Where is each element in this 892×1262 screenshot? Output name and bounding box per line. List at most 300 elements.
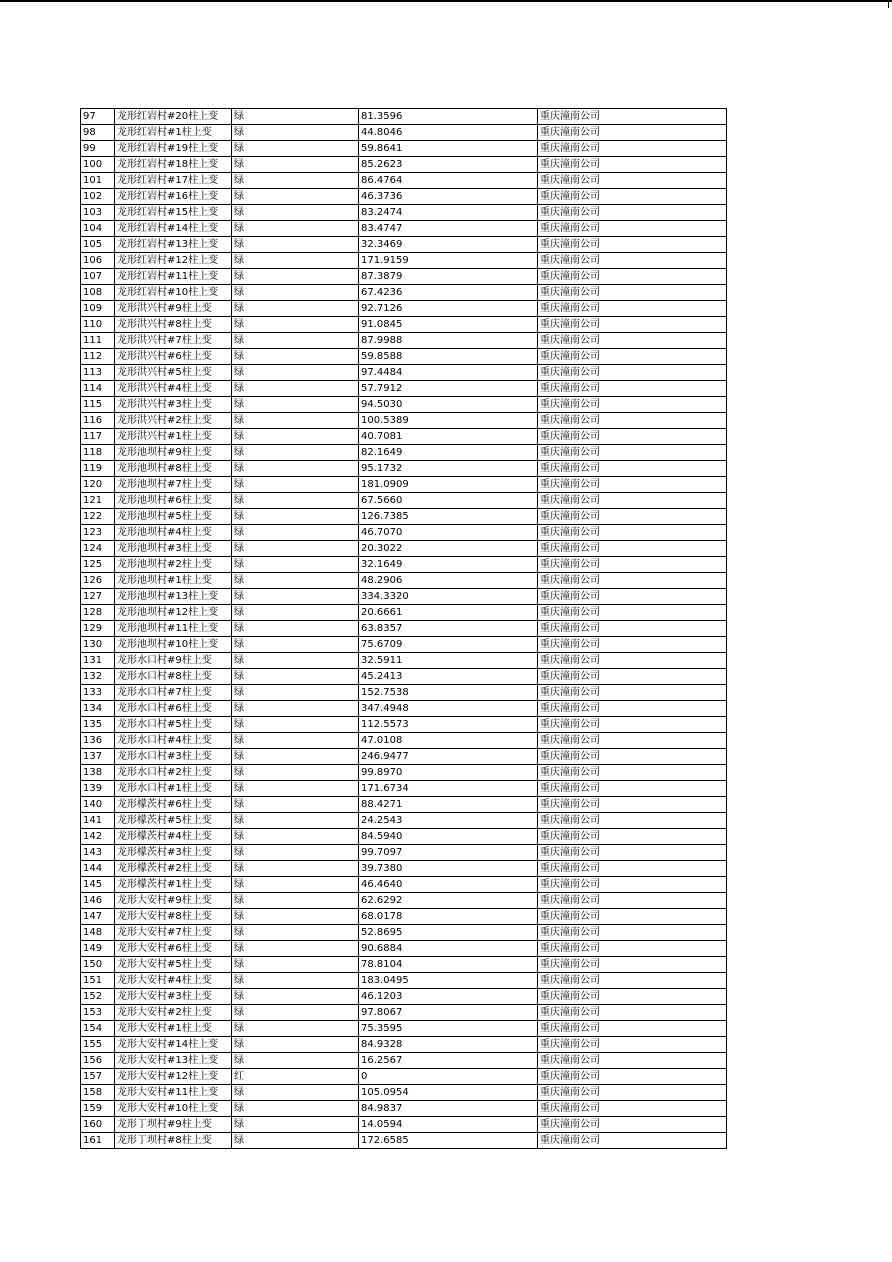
transformer-name-cell: 龙形水口村#2柱上变 — [115, 765, 232, 781]
row-index-cell: 131 — [81, 653, 115, 669]
transformer-name-cell: 龙形池坝村#7柱上变 — [115, 477, 232, 493]
transformer-name-cell: 龙形丁坝村#8柱上变 — [115, 1133, 232, 1149]
transformer-name-cell: 龙形红岩村#1柱上变 — [115, 125, 232, 141]
value-cell: 83.2474 — [359, 205, 538, 221]
value-cell: 46.4640 — [359, 877, 538, 893]
table-row — [81, 541, 727, 557]
row-index-cell: 127 — [81, 589, 115, 605]
table-row — [81, 1133, 727, 1149]
status-cell: 绿 — [232, 1021, 359, 1037]
row-index-cell: 102 — [81, 189, 115, 205]
company-cell: 重庆潼南公司 — [538, 909, 727, 925]
transformer-name-cell: 龙形大安村#9柱上变 — [115, 893, 232, 909]
transformer-name-cell: 龙形水口村#4柱上变 — [115, 733, 232, 749]
company-cell: 重庆潼南公司 — [538, 493, 727, 509]
transformer-name-cell: 龙形池坝村#1柱上变 — [115, 573, 232, 589]
company-cell: 重庆潼南公司 — [538, 461, 727, 477]
transformer-name-cell: 龙形大安村#14柱上变 — [115, 1037, 232, 1053]
transformer-name-cell: 龙形红岩村#13柱上变 — [115, 237, 232, 253]
company-cell: 重庆潼南公司 — [538, 141, 727, 157]
table-row — [81, 989, 727, 1005]
company-cell: 重庆潼南公司 — [538, 301, 727, 317]
company-cell: 重庆潼南公司 — [538, 333, 727, 349]
table-row — [81, 397, 727, 413]
status-cell: 绿 — [232, 909, 359, 925]
value-cell: 84.9328 — [359, 1037, 538, 1053]
status-cell: 绿 — [232, 829, 359, 845]
row-index-cell: 137 — [81, 749, 115, 765]
table-row — [81, 1101, 727, 1117]
company-cell: 重庆潼南公司 — [538, 445, 727, 461]
status-cell: 绿 — [232, 413, 359, 429]
row-index-cell: 158 — [81, 1085, 115, 1101]
status-cell: 绿 — [232, 845, 359, 861]
status-cell: 绿 — [232, 797, 359, 813]
status-cell: 绿 — [232, 989, 359, 1005]
company-cell: 重庆潼南公司 — [538, 173, 727, 189]
table-row — [81, 637, 727, 653]
table-row — [81, 973, 727, 989]
row-index-cell: 144 — [81, 861, 115, 877]
row-index-cell: 124 — [81, 541, 115, 557]
table-row — [81, 701, 727, 717]
status-cell: 绿 — [232, 381, 359, 397]
row-index-cell: 130 — [81, 637, 115, 653]
status-cell: 绿 — [232, 557, 359, 573]
value-cell: 91.0845 — [359, 317, 538, 333]
table-row — [81, 365, 727, 381]
transformer-name-cell: 龙形水口村#6柱上变 — [115, 701, 232, 717]
value-cell: 0 — [359, 1069, 538, 1085]
row-index-cell: 154 — [81, 1021, 115, 1037]
row-index-cell: 146 — [81, 893, 115, 909]
transformer-name-cell: 龙形洪兴村#4柱上变 — [115, 381, 232, 397]
value-cell: 100.5389 — [359, 413, 538, 429]
company-cell: 重庆潼南公司 — [538, 189, 727, 205]
table-row — [81, 429, 727, 445]
row-index-cell: 121 — [81, 493, 115, 509]
row-index-cell: 126 — [81, 573, 115, 589]
status-cell: 绿 — [232, 1133, 359, 1149]
company-cell: 重庆潼南公司 — [538, 205, 727, 221]
value-cell: 67.4236 — [359, 285, 538, 301]
status-cell: 绿 — [232, 653, 359, 669]
company-cell: 重庆潼南公司 — [538, 477, 727, 493]
row-index-cell: 161 — [81, 1133, 115, 1149]
row-index-cell: 98 — [81, 125, 115, 141]
transformer-name-cell: 龙形檬茨村#1柱上变 — [115, 877, 232, 893]
transformer-name-cell: 龙形池坝村#11柱上变 — [115, 621, 232, 637]
row-index-cell: 152 — [81, 989, 115, 1005]
value-cell: 62.6292 — [359, 893, 538, 909]
company-cell: 重庆潼南公司 — [538, 573, 727, 589]
value-cell: 78.8104 — [359, 957, 538, 973]
status-cell: 红 — [232, 1069, 359, 1085]
status-cell: 绿 — [232, 477, 359, 493]
value-cell: 84.9837 — [359, 1101, 538, 1117]
transformer-name-cell: 龙形水口村#8柱上变 — [115, 669, 232, 685]
transformer-name-cell: 龙形大安村#12柱上变 — [115, 1069, 232, 1085]
status-cell: 绿 — [232, 861, 359, 877]
row-index-cell: 155 — [81, 1037, 115, 1053]
status-cell: 绿 — [232, 813, 359, 829]
value-cell: 84.5940 — [359, 829, 538, 845]
transformer-name-cell: 龙形大安村#3柱上变 — [115, 989, 232, 1005]
company-cell: 重庆潼南公司 — [538, 525, 727, 541]
company-cell: 重庆潼南公司 — [538, 1005, 727, 1021]
company-cell: 重庆潼南公司 — [538, 877, 727, 893]
value-cell: 171.6734 — [359, 781, 538, 797]
transformer-name-cell: 龙形洪兴村#7柱上变 — [115, 333, 232, 349]
transformer-name-cell: 龙形水口村#7柱上变 — [115, 685, 232, 701]
table-row — [81, 621, 727, 637]
status-cell: 绿 — [232, 269, 359, 285]
table-row — [81, 1117, 727, 1133]
row-index-cell: 138 — [81, 765, 115, 781]
company-cell: 重庆潼南公司 — [538, 941, 727, 957]
transformer-name-cell: 龙形红岩村#12柱上变 — [115, 253, 232, 269]
transformer-name-cell: 龙形水口村#1柱上变 — [115, 781, 232, 797]
transformer-name-cell: 龙形红岩村#19柱上变 — [115, 141, 232, 157]
transformer-name-cell: 龙形池坝村#13柱上变 — [115, 589, 232, 605]
row-index-cell: 99 — [81, 141, 115, 157]
value-cell: 246.9477 — [359, 749, 538, 765]
company-cell: 重庆潼南公司 — [538, 269, 727, 285]
company-cell: 重庆潼南公司 — [538, 989, 727, 1005]
status-cell: 绿 — [232, 637, 359, 653]
company-cell: 重庆潼南公司 — [538, 1085, 727, 1101]
value-cell: 45.2413 — [359, 669, 538, 685]
value-cell: 126.7385 — [359, 509, 538, 525]
row-index-cell: 156 — [81, 1053, 115, 1069]
company-cell: 重庆潼南公司 — [538, 413, 727, 429]
table-row — [81, 141, 727, 157]
table-row — [81, 749, 727, 765]
table-row — [81, 605, 727, 621]
table-row — [81, 253, 727, 269]
row-index-cell: 105 — [81, 237, 115, 253]
transformer-name-cell: 龙形洪兴村#8柱上变 — [115, 317, 232, 333]
status-cell: 绿 — [232, 669, 359, 685]
transformer-name-cell: 龙形大安村#10柱上变 — [115, 1101, 232, 1117]
table-row — [81, 349, 727, 365]
status-cell: 绿 — [232, 701, 359, 717]
row-index-cell: 129 — [81, 621, 115, 637]
value-cell: 46.1203 — [359, 989, 538, 1005]
transformer-name-cell: 龙形红岩村#16柱上变 — [115, 189, 232, 205]
value-cell: 75.3595 — [359, 1021, 538, 1037]
status-cell: 绿 — [232, 253, 359, 269]
company-cell: 重庆潼南公司 — [538, 1069, 727, 1085]
status-cell: 绿 — [232, 429, 359, 445]
row-index-cell: 147 — [81, 909, 115, 925]
value-cell: 86.4764 — [359, 173, 538, 189]
company-cell: 重庆潼南公司 — [538, 957, 727, 973]
transformer-name-cell: 龙形池坝村#10柱上变 — [115, 637, 232, 653]
value-cell: 183.0495 — [359, 973, 538, 989]
value-cell: 88.4271 — [359, 797, 538, 813]
value-cell: 63.8357 — [359, 621, 538, 637]
company-cell: 重庆潼南公司 — [538, 317, 727, 333]
value-cell: 75.6709 — [359, 637, 538, 653]
value-cell: 99.8970 — [359, 765, 538, 781]
transformer-name-cell: 龙形洪兴村#2柱上变 — [115, 413, 232, 429]
table-row — [81, 333, 727, 349]
row-index-cell: 135 — [81, 717, 115, 733]
status-cell: 绿 — [232, 301, 359, 317]
row-index-cell: 160 — [81, 1117, 115, 1133]
value-cell: 152.7538 — [359, 685, 538, 701]
transformer-table — [80, 108, 727, 1149]
status-cell: 绿 — [232, 957, 359, 973]
transformer-name-cell: 龙形池坝村#5柱上变 — [115, 509, 232, 525]
value-cell: 40.7081 — [359, 429, 538, 445]
status-cell: 绿 — [232, 461, 359, 477]
status-cell: 绿 — [232, 925, 359, 941]
transformer-name-cell: 龙形大安村#8柱上变 — [115, 909, 232, 925]
value-cell: 46.3736 — [359, 189, 538, 205]
transformer-name-cell: 龙形水口村#5柱上变 — [115, 717, 232, 733]
transformer-name-cell: 龙形洪兴村#9柱上变 — [115, 301, 232, 317]
transformer-name-cell: 龙形红岩村#15柱上变 — [115, 205, 232, 221]
table-body — [81, 109, 727, 1149]
company-cell: 重庆潼南公司 — [538, 765, 727, 781]
status-cell: 绿 — [232, 1037, 359, 1053]
row-index-cell: 128 — [81, 605, 115, 621]
status-cell: 绿 — [232, 749, 359, 765]
row-index-cell: 97 — [81, 109, 115, 125]
row-index-cell: 143 — [81, 845, 115, 861]
row-index-cell: 133 — [81, 685, 115, 701]
company-cell: 重庆潼南公司 — [538, 1133, 727, 1149]
transformer-name-cell: 龙形红岩村#18柱上变 — [115, 157, 232, 173]
table-row — [81, 669, 727, 685]
table-row — [81, 1053, 727, 1069]
company-cell: 重庆潼南公司 — [538, 509, 727, 525]
row-index-cell: 113 — [81, 365, 115, 381]
value-cell: 334.3320 — [359, 589, 538, 605]
table-row — [81, 1085, 727, 1101]
transformer-name-cell: 龙形池坝村#3柱上变 — [115, 541, 232, 557]
row-index-cell: 140 — [81, 797, 115, 813]
status-cell: 绿 — [232, 493, 359, 509]
transformer-name-cell: 龙形池坝村#8柱上变 — [115, 461, 232, 477]
value-cell: 14.0594 — [359, 1117, 538, 1133]
company-cell: 重庆潼南公司 — [538, 813, 727, 829]
row-index-cell: 109 — [81, 301, 115, 317]
status-cell: 绿 — [232, 317, 359, 333]
status-cell: 绿 — [232, 781, 359, 797]
transformer-name-cell: 龙形红岩村#20柱上变 — [115, 109, 232, 125]
value-cell: 97.4484 — [359, 365, 538, 381]
table-row — [81, 285, 727, 301]
table-row — [81, 957, 727, 973]
table-row — [81, 493, 727, 509]
table-row — [81, 189, 727, 205]
row-index-cell: 123 — [81, 525, 115, 541]
table-row — [81, 269, 727, 285]
transformer-name-cell: 龙形池坝村#2柱上变 — [115, 557, 232, 573]
table-row — [81, 877, 727, 893]
value-cell: 112.5573 — [359, 717, 538, 733]
value-cell: 83.4747 — [359, 221, 538, 237]
row-index-cell: 100 — [81, 157, 115, 173]
company-cell: 重庆潼南公司 — [538, 1037, 727, 1053]
value-cell: 81.3596 — [359, 109, 538, 125]
page-top-border — [0, 0, 892, 2]
transformer-name-cell: 龙形大安村#1柱上变 — [115, 1021, 232, 1037]
value-cell: 59.8641 — [359, 141, 538, 157]
status-cell: 绿 — [232, 173, 359, 189]
company-cell: 重庆潼南公司 — [538, 893, 727, 909]
value-cell: 44.8046 — [359, 125, 538, 141]
value-cell: 48.2906 — [359, 573, 538, 589]
transformer-name-cell: 龙形檬茨村#2柱上变 — [115, 861, 232, 877]
company-cell: 重庆潼南公司 — [538, 733, 727, 749]
transformer-name-cell: 龙形丁坝村#9柱上变 — [115, 1117, 232, 1133]
company-cell: 重庆潼南公司 — [538, 1053, 727, 1069]
row-index-cell: 106 — [81, 253, 115, 269]
table-row — [81, 589, 727, 605]
value-cell: 105.0954 — [359, 1085, 538, 1101]
row-index-cell: 148 — [81, 925, 115, 941]
company-cell: 重庆潼南公司 — [538, 557, 727, 573]
table-row — [81, 221, 727, 237]
value-cell: 94.5030 — [359, 397, 538, 413]
value-cell: 171.9159 — [359, 253, 538, 269]
company-cell: 重庆潼南公司 — [538, 221, 727, 237]
table-row — [81, 717, 727, 733]
value-cell: 32.3469 — [359, 237, 538, 253]
row-index-cell: 112 — [81, 349, 115, 365]
table-row — [81, 909, 727, 925]
status-cell: 绿 — [232, 717, 359, 733]
status-cell: 绿 — [232, 541, 359, 557]
company-cell: 重庆潼南公司 — [538, 253, 727, 269]
value-cell: 32.1649 — [359, 557, 538, 573]
table-row — [81, 477, 727, 493]
row-index-cell: 114 — [81, 381, 115, 397]
value-cell: 172.6585 — [359, 1133, 538, 1149]
transformer-name-cell: 龙形洪兴村#5柱上变 — [115, 365, 232, 381]
row-index-cell: 110 — [81, 317, 115, 333]
row-index-cell: 115 — [81, 397, 115, 413]
row-index-cell: 149 — [81, 941, 115, 957]
value-cell: 59.8588 — [359, 349, 538, 365]
table-row — [81, 573, 727, 589]
row-index-cell: 142 — [81, 829, 115, 845]
status-cell: 绿 — [232, 941, 359, 957]
transformer-name-cell: 龙形大安村#13柱上变 — [115, 1053, 232, 1069]
transformer-name-cell: 龙形檬茨村#5柱上变 — [115, 813, 232, 829]
company-cell: 重庆潼南公司 — [538, 845, 727, 861]
status-cell: 绿 — [232, 141, 359, 157]
table-row — [81, 829, 727, 845]
company-cell: 重庆潼南公司 — [538, 605, 727, 621]
transformer-name-cell: 龙形洪兴村#3柱上变 — [115, 397, 232, 413]
row-index-cell: 132 — [81, 669, 115, 685]
transformer-name-cell: 龙形大安村#2柱上变 — [115, 1005, 232, 1021]
status-cell: 绿 — [232, 1005, 359, 1021]
transformer-name-cell: 龙形大安村#11柱上变 — [115, 1085, 232, 1101]
status-cell: 绿 — [232, 285, 359, 301]
company-cell: 重庆潼南公司 — [538, 1117, 727, 1133]
status-cell: 绿 — [232, 445, 359, 461]
table-row — [81, 941, 727, 957]
value-cell: 347.4948 — [359, 701, 538, 717]
status-cell: 绿 — [232, 509, 359, 525]
transformer-name-cell: 龙形洪兴村#1柱上变 — [115, 429, 232, 445]
value-cell: 97.8067 — [359, 1005, 538, 1021]
value-cell: 92.7126 — [359, 301, 538, 317]
transformer-name-cell: 龙形水口村#9柱上变 — [115, 653, 232, 669]
transformer-name-cell: 龙形大安村#4柱上变 — [115, 973, 232, 989]
table-row — [81, 173, 727, 189]
row-index-cell: 151 — [81, 973, 115, 989]
value-cell: 47.0108 — [359, 733, 538, 749]
transformer-name-cell: 龙形檬茨村#6柱上变 — [115, 797, 232, 813]
status-cell: 绿 — [232, 685, 359, 701]
row-index-cell: 153 — [81, 1005, 115, 1021]
transformer-name-cell: 龙形池坝村#4柱上变 — [115, 525, 232, 541]
row-index-cell: 145 — [81, 877, 115, 893]
company-cell: 重庆潼南公司 — [538, 861, 727, 877]
table-row — [81, 653, 727, 669]
value-cell: 20.6661 — [359, 605, 538, 621]
table-row — [81, 381, 727, 397]
value-cell: 87.3879 — [359, 269, 538, 285]
transformer-name-cell: 龙形檬茨村#3柱上变 — [115, 845, 232, 861]
company-cell: 重庆潼南公司 — [538, 365, 727, 381]
transformer-name-cell: 龙形大安村#7柱上变 — [115, 925, 232, 941]
company-cell: 重庆潼南公司 — [538, 637, 727, 653]
company-cell: 重庆潼南公司 — [538, 973, 727, 989]
table-row — [81, 1037, 727, 1053]
value-cell: 181.0909 — [359, 477, 538, 493]
row-index-cell: 139 — [81, 781, 115, 797]
value-cell: 87.9988 — [359, 333, 538, 349]
company-cell: 重庆潼南公司 — [538, 653, 727, 669]
company-cell: 重庆潼南公司 — [538, 701, 727, 717]
status-cell: 绿 — [232, 237, 359, 253]
page-right-edge — [888, 0, 889, 8]
row-index-cell: 134 — [81, 701, 115, 717]
table-row — [81, 893, 727, 909]
status-cell: 绿 — [232, 1053, 359, 1069]
row-index-cell: 101 — [81, 173, 115, 189]
table-row — [81, 109, 727, 125]
status-cell: 绿 — [232, 605, 359, 621]
company-cell: 重庆潼南公司 — [538, 925, 727, 941]
row-index-cell: 136 — [81, 733, 115, 749]
table-row — [81, 1021, 727, 1037]
status-cell: 绿 — [232, 893, 359, 909]
value-cell: 67.5660 — [359, 493, 538, 509]
transformer-name-cell: 龙形池坝村#12柱上变 — [115, 605, 232, 621]
company-cell: 重庆潼南公司 — [538, 109, 727, 125]
company-cell: 重庆潼南公司 — [538, 749, 727, 765]
status-cell: 绿 — [232, 589, 359, 605]
table-row — [81, 781, 727, 797]
table-row — [81, 765, 727, 781]
row-index-cell: 120 — [81, 477, 115, 493]
table-row — [81, 925, 727, 941]
company-cell: 重庆潼南公司 — [538, 621, 727, 637]
company-cell: 重庆潼南公司 — [538, 797, 727, 813]
value-cell: 16.2567 — [359, 1053, 538, 1069]
value-cell: 39.7380 — [359, 861, 538, 877]
row-index-cell: 117 — [81, 429, 115, 445]
